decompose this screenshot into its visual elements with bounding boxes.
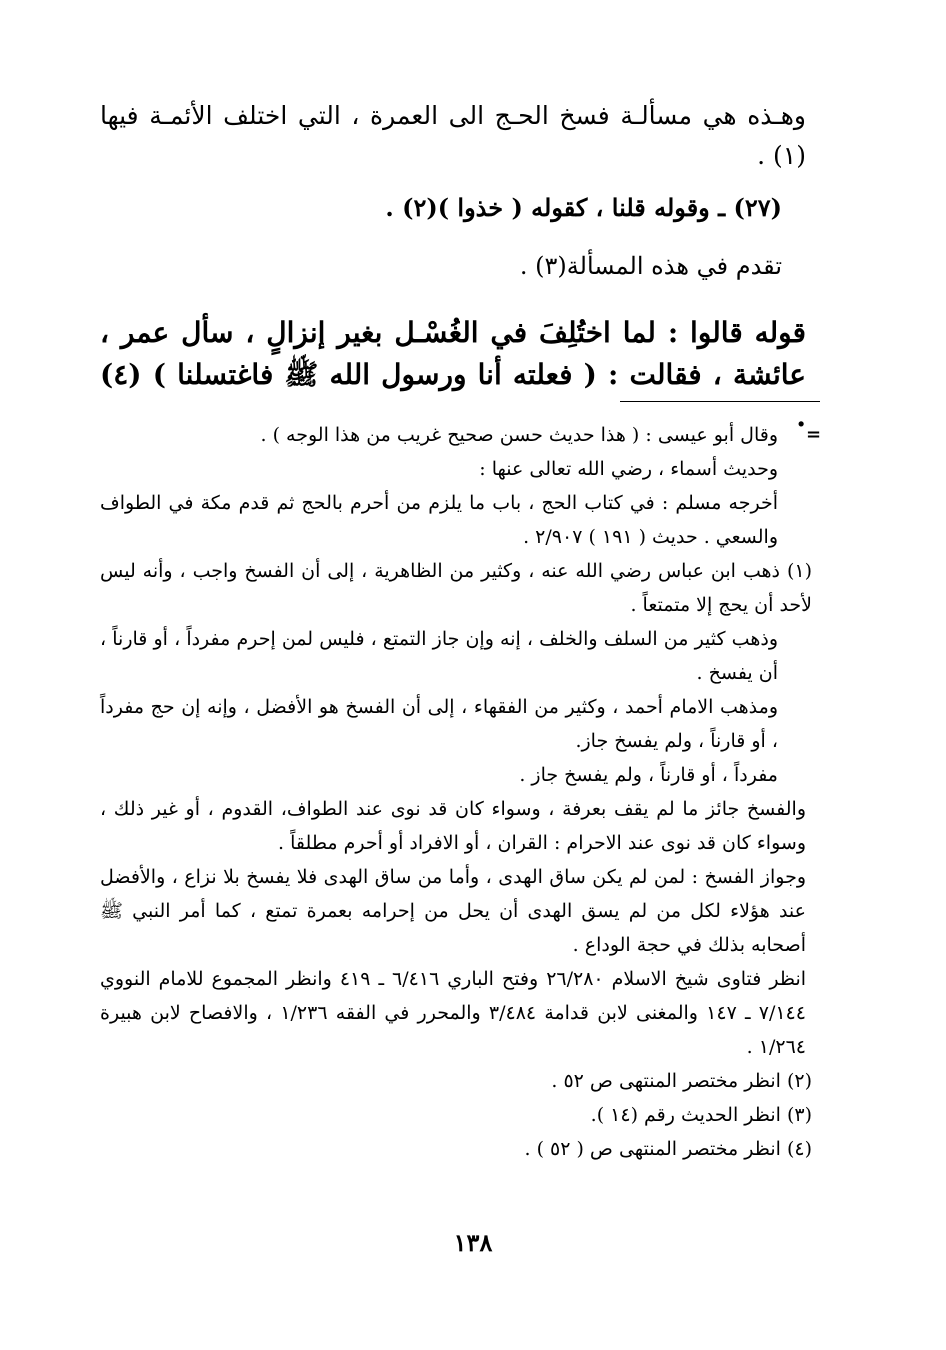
paragraph-taqaddam: تقدم في هذه المسألة(٣) . (519, 252, 782, 280)
footnote-1: (١) ذهب ابن عباس رضي الله عنه ، وكثير من الظاهرية ، إلى أن الفسخ واجب ، وأنه ليس لأحد أن يحج إلا متمتعاً . (100, 560, 812, 616)
footnote-line: وذهب كثير من السلف والخلف ، إنه وإن جاز التمتع ، فليس لمن إحرم مفرداً ، أو قارناً ، أن يفسخ . (100, 628, 778, 684)
footnotes (100, 418, 812, 1166)
footnote-references: انظر فتاوى شيخ الاسلام ٢٦/٢٨٠ وفتح الباري ٦/٤١٦ ـ ٤١٩ وانظر المجموع للامام النووي ٧/١٤٤ ـ ١٤٧ والمغنى لابن قدامة ٣/٤٨٤ والمحرر في الفقه ١/٢٣٦ ، والافصاح لابن هبيرة ١/٢٦٤ . (100, 968, 807, 1058)
footnote-line: والفسخ جائز ما لم يقف بعرفة ، وسواء كان قد نوى عند الطواف، القدوم ، أو غير ذلك ، وسواء كان قد نوى عند الاحرام : القران ، أو الافراد أو أحرم مطلقاً . (100, 798, 806, 854)
footnote-line: مفرداً ، أو قارناً ، ولم يفسخ جاز . (519, 764, 778, 786)
footnote-line: ومذهب الامام أحمد ، وكثير من الفقهاء ، إلى أن الفسخ هو الأفضل ، وإنه إن حج مفرداً ، أو قارناً ، ولم يفسخ جاز. (100, 696, 778, 752)
page-number: ١٣٨ (453, 1228, 493, 1257)
footnote-line: وحديث أسماء ، رضي الله تعالى عنها : (479, 458, 778, 480)
main-text (100, 96, 806, 438)
paragraph-27: (٢٧) ـ وقوله قلنا ، كقوله ( خذوا )(٢) . (385, 193, 782, 222)
footnote-line: أخرجه مسلم : في كتاب الحج ، باب ما يلزم من أحرم بالحج ثم قدم مكة في الطواف والسعي . حديث ( ١٩١ ) ٢/٩٠٧ . (100, 492, 778, 548)
footnote-2: (٢) انظر مختصر المنتهى ص ٥٢ . (551, 1070, 812, 1092)
paragraph-qawl: قوله قالوا : لما اختُلِفَ في الغُسْـل بغير إنزالٍ ، سأل عمر ، عائشة ، فقالت : ( فعلته أنا ورسول الله ﷺ فاغتسلنا ) (٤) . (100, 316, 806, 433)
footnote-4: (٤) انظر مختصر المنتهى ص ( ٥٢ ) . (524, 1138, 812, 1160)
footnote-continuation-mark: = (806, 424, 822, 445)
footnote-divider (620, 401, 820, 402)
paragraph-intro: وهـذه هي مسألـة فسخ الحـج الى العمرة ، التي اختلف الأئمـة فيها (١) . (100, 101, 806, 170)
footnote-line: وجواز الفسخ : لمن لم يكن ساق الهدى ، وأما من ساق الهدى فلا يفسخ بلا نزاع ، والأفضل عند هؤلاء لكل من لم يسق الهدى أن يحل من إحرامه بعمرة تمتع ، كما أمر النبي ﷺ أصحابه بذلك في حجة الوداع . (100, 866, 806, 956)
footnote-line: وقال أبو عيسى : ( هذا حديث حسن صحيح غريب من هذا الوجه ) . (260, 424, 778, 446)
footnote-3: (٣) انظر الحديث رقم (١٤ ). (590, 1104, 812, 1126)
